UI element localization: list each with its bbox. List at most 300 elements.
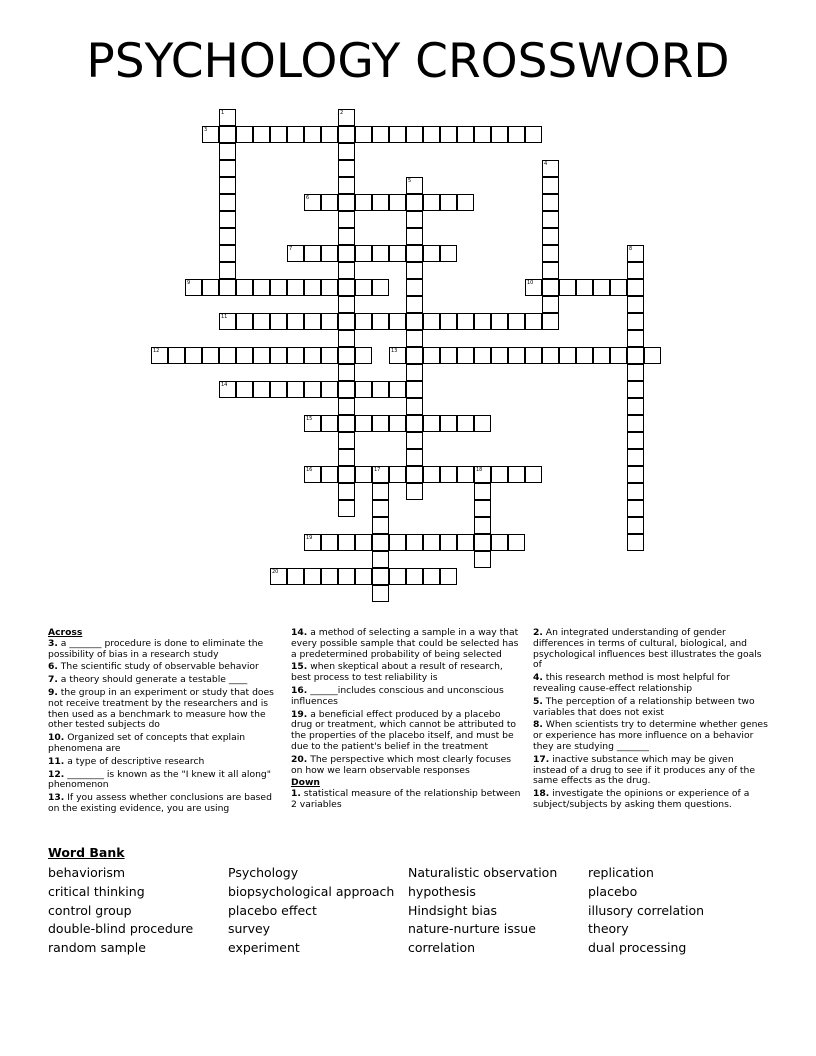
crossword-cell[interactable] [627,466,644,483]
crossword-cell[interactable] [304,381,321,398]
crossword-cell[interactable] [219,143,236,160]
crossword-cell[interactable] [338,296,355,313]
crossword-cell[interactable] [253,347,270,364]
crossword-cell[interactable] [576,279,593,296]
clue-text: the group in an experiment or study that does not receive treatment by the researchers and is then used as a benchmark to measure how the other tested subjects do [48,686,274,731]
page-title: PSYCHOLOGY CROSSWORD [86,34,730,89]
crossword-cell[interactable] [423,415,440,432]
crossword-cell[interactable] [440,194,457,211]
clue-number-label: 19. [291,708,308,720]
crossword-cell[interactable] [219,262,236,279]
clue-number: 4 [544,161,548,167]
crossword-cell[interactable] [508,313,525,330]
crossword-cell[interactable] [321,534,338,551]
crossword-cell[interactable] [423,245,440,262]
down-clue [291,789,523,811]
crossword-cell[interactable] [270,568,287,585]
crossword-cell[interactable] [287,313,304,330]
crossword-cell[interactable] [355,313,372,330]
crossword-cell[interactable] [525,466,542,483]
crossword-cell[interactable] [202,279,219,296]
crossword-cell[interactable] [389,126,406,143]
crossword-cell[interactable] [406,194,423,211]
crossword-cell[interactable] [321,279,338,296]
crossword-cell[interactable] [304,466,321,483]
crossword-cell[interactable] [474,500,491,517]
crossword-cell[interactable] [253,313,270,330]
crossword-cell[interactable] [355,415,372,432]
crossword-cell[interactable] [338,432,355,449]
crossword-cell[interactable] [508,466,525,483]
crossword-cell[interactable] [287,126,304,143]
crossword-cell[interactable] [270,279,287,296]
crossword-cell[interactable] [525,313,542,330]
crossword-cell[interactable] [423,568,440,585]
crossword-cell[interactable] [372,585,389,602]
word-bank-entry: Psychology [228,865,299,880]
crossword-cell[interactable] [406,432,423,449]
crossword-cell[interactable] [287,568,304,585]
crossword-cell[interactable] [304,415,321,432]
crossword-cell[interactable] [627,364,644,381]
crossword-cell[interactable] [321,466,338,483]
crossword-cell[interactable] [355,534,372,551]
clue-text: a _______ procedure is done to eliminate the possibility of bias in a research study [48,637,264,660]
crossword-cell[interactable] [627,500,644,517]
crossword-cell[interactable] [338,568,355,585]
crossword-cell[interactable] [627,262,644,279]
crossword-cell[interactable] [423,194,440,211]
crossword-cell[interactable] [389,313,406,330]
crossword-cell[interactable] [321,194,338,211]
crossword-cell[interactable] [355,466,372,483]
word-bank-entry: critical thinking [48,883,145,899]
crossword-cell[interactable] [406,398,423,415]
crossword-cell[interactable] [372,483,389,500]
crossword-cell[interactable] [287,279,304,296]
crossword-cell[interactable] [542,245,559,262]
crossword-cell[interactable] [304,347,321,364]
crossword-cell[interactable] [542,296,559,313]
crossword-cell[interactable] [559,279,576,296]
crossword-cell[interactable] [321,313,338,330]
crossword-cell[interactable] [627,245,644,262]
crossword-cell[interactable] [338,381,355,398]
crossword-cell[interactable] [236,381,253,398]
crossword-cell[interactable] [270,381,287,398]
crossword-cell[interactable] [372,279,389,296]
clue-number: 12 [153,348,160,354]
word-bank-entry: dual processing [588,940,687,956]
crossword-cell[interactable] [593,279,610,296]
crossword-cell[interactable] [270,126,287,143]
crossword-cell[interactable] [372,500,389,517]
crossword-cell[interactable] [406,466,423,483]
crossword-cell[interactable] [542,160,559,177]
crossword-cell[interactable] [372,534,389,551]
crossword-cell[interactable] [474,551,491,568]
crossword-cell[interactable] [440,466,457,483]
crossword-cell[interactable] [406,415,423,432]
crossword-cell[interactable] [389,466,406,483]
clue-text: An integrated understanding of gender differences in terms of cultural, biological, and psychological influences best illustrates the goals of [533,627,762,671]
across-clue [48,757,278,768]
crossword-cell[interactable] [389,415,406,432]
clue-number: 13 [391,348,398,354]
crossword-cell[interactable] [406,262,423,279]
crossword-cell[interactable] [151,347,168,364]
crossword-cell[interactable] [406,211,423,228]
crossword-cell[interactable] [457,347,474,364]
crossword-cell[interactable] [491,466,508,483]
crossword-cell[interactable] [542,228,559,245]
crossword-cell[interactable] [321,415,338,432]
crossword-cell[interactable] [440,126,457,143]
crossword-cell[interactable] [321,245,338,262]
crossword-cell[interactable] [406,279,423,296]
crossword-cell[interactable] [474,347,491,364]
crossword-cell[interactable] [644,347,661,364]
crossword-cell[interactable] [406,228,423,245]
crossword-cell[interactable] [321,347,338,364]
crossword-cell[interactable] [406,483,423,500]
crossword-cell[interactable] [457,534,474,551]
crossword-cell[interactable] [440,568,457,585]
clue-text: Organized set of concepts that explain phenomena are [48,732,246,754]
crossword-cell[interactable] [474,126,491,143]
clue-number: 3 [204,127,208,133]
crossword-cell[interactable] [185,347,202,364]
word-bank-entry: nature-nurture issue [408,921,536,937]
crossword-cell[interactable] [406,245,423,262]
crossword-cell[interactable] [372,568,389,585]
across-clue [291,755,523,777]
crossword-cell[interactable] [627,517,644,534]
crossword-cell[interactable] [406,534,423,551]
crossword-cell[interactable] [474,483,491,500]
crossword-cell[interactable] [253,126,270,143]
crossword-cell[interactable] [219,245,236,262]
crossword-cell[interactable] [389,347,406,364]
crossword-cell[interactable] [525,126,542,143]
clue-number-label: 8. [533,719,543,731]
word-bank-entry: behaviorism [48,865,126,880]
clue-number-label: 2. [533,627,543,638]
crossword-cell[interactable] [423,466,440,483]
crossword-cell[interactable] [542,279,559,296]
crossword-cell[interactable] [219,313,236,330]
crossword-cell[interactable] [508,347,525,364]
crossword-cell[interactable] [525,347,542,364]
crossword-cell[interactable] [542,262,559,279]
crossword-cell[interactable] [253,279,270,296]
crossword-cell[interactable] [610,347,627,364]
crossword-cell[interactable] [338,279,355,296]
crossword-cell[interactable] [338,449,355,466]
clue-number-label: 1. [291,788,301,800]
crossword-cell[interactable] [627,279,644,296]
crossword-cell[interactable] [287,347,304,364]
crossword-cell[interactable] [389,194,406,211]
crossword-cell[interactable] [440,415,457,432]
across-header: Across [48,627,83,638]
clue-text: The scientific study of observable behavior [57,661,259,673]
crossword-cell[interactable] [423,534,440,551]
crossword-cell[interactable] [627,483,644,500]
crossword-cell[interactable] [253,381,270,398]
clue-number: 8 [629,246,633,252]
down-clue [533,720,769,752]
clue-text: When scientists try to determine whether genes or experience has more influence on a behavior they are studying _______ [533,719,768,752]
crossword-cell[interactable] [474,415,491,432]
word-bank-entry: Hindsight bias [408,902,498,918]
crossword-cell[interactable] [406,126,423,143]
crossword-cell[interactable] [406,313,423,330]
crossword-cell[interactable] [474,534,491,551]
crossword-cell[interactable] [593,347,610,364]
crossword-cell[interactable] [406,177,423,194]
clue-text: a theory should generate a testable ____ [57,674,248,686]
crossword-cell[interactable] [542,177,559,194]
crossword-cell[interactable] [236,126,253,143]
crossword-cell[interactable] [338,313,355,330]
crossword-cell[interactable] [627,313,644,330]
word-bank-entry: random sample [48,940,146,956]
crossword-cell[interactable] [542,194,559,211]
crossword-cell[interactable] [372,381,389,398]
crossword-cell[interactable] [219,109,236,126]
crossword-cell[interactable] [406,347,423,364]
crossword-cell[interactable] [389,381,406,398]
crossword-cell[interactable] [236,279,253,296]
down-clue [533,673,769,695]
crossword-cell[interactable] [440,313,457,330]
crossword-cell[interactable] [423,347,440,364]
crossword-cell[interactable] [304,194,321,211]
crossword-cell[interactable] [508,126,525,143]
crossword-cell[interactable] [610,279,627,296]
crossword-cell[interactable] [338,398,355,415]
clue-number: 18 [476,467,483,473]
crossword-cell[interactable] [525,279,542,296]
crossword-cell[interactable] [542,211,559,228]
crossword-cell[interactable] [355,381,372,398]
clue-number-label: 6. [48,661,58,673]
crossword-cell[interactable] [338,330,355,347]
crossword-cell[interactable] [287,381,304,398]
crossword-cell[interactable] [491,126,508,143]
clue-number-label: 15. [291,661,308,673]
crossword-cell[interactable] [185,279,202,296]
crossword-cell[interactable] [236,313,253,330]
crossword-cell[interactable] [338,483,355,500]
crossword-cell[interactable] [372,415,389,432]
clue-number-label: 16. [291,684,308,696]
crossword-cell[interactable] [457,466,474,483]
crossword-cell[interactable] [219,126,236,143]
crossword-cell[interactable] [202,126,219,143]
crossword-cell[interactable] [389,534,406,551]
crossword-cell[interactable] [338,466,355,483]
crossword-cell[interactable] [423,313,440,330]
crossword-cell[interactable] [338,364,355,381]
crossword-cell[interactable] [474,517,491,534]
crossword-cell[interactable] [372,551,389,568]
clue-text: ______includes conscious and unconscious influences [291,684,504,707]
crossword-cell[interactable] [321,568,338,585]
clue-number: 2 [340,110,344,116]
word-bank-entry: placebo effect [228,902,317,918]
word-bank-entry: theory [588,921,629,937]
crossword-cell[interactable] [423,126,440,143]
word-bank-column-1 [48,864,193,958]
crossword-cell[interactable] [168,347,185,364]
crossword-cell[interactable] [219,381,236,398]
crossword-cell[interactable] [202,347,219,364]
crossword-cell[interactable] [372,517,389,534]
crossword-cell[interactable] [338,347,355,364]
crossword-cell[interactable] [338,245,355,262]
crossword-cell[interactable] [372,194,389,211]
crossword-cell[interactable] [627,330,644,347]
crossword-cell[interactable] [389,245,406,262]
crossword-cell[interactable] [219,347,236,364]
crossword-cell[interactable] [508,534,525,551]
crossword-cell[interactable] [338,177,355,194]
clue-text: investigate the opinions or experience of a subject/subjects by asking them questions. [533,788,750,810]
crossword-cell[interactable] [321,381,338,398]
word-bank-title: Word Bank [48,845,125,860]
crossword-cell[interactable] [627,347,644,364]
word-bank-entry: illusory correlation [588,902,705,918]
word-bank-entry: control group [48,902,132,918]
crossword-cell[interactable] [219,177,236,194]
crossword-cell[interactable] [338,194,355,211]
crossword-cell[interactable] [627,534,644,551]
crossword-cell[interactable] [627,296,644,313]
crossword-cell[interactable] [219,211,236,228]
crossword-cell[interactable] [372,245,389,262]
crossword-cell[interactable] [304,126,321,143]
crossword-cell[interactable] [321,126,338,143]
crossword-cell[interactable] [372,466,389,483]
crossword-cell[interactable] [491,347,508,364]
crossword-cell[interactable] [559,347,576,364]
clue-number: 1 [221,110,225,116]
word-bank-column-2 [228,864,394,958]
crossword-cell[interactable] [457,194,474,211]
crossword-cell[interactable] [406,364,423,381]
crossword-cell[interactable] [406,330,423,347]
crossword-cell[interactable] [338,211,355,228]
crossword-cell[interactable] [270,347,287,364]
crossword-cell[interactable] [338,500,355,517]
crossword-cell[interactable] [355,245,372,262]
crossword-cell[interactable] [406,381,423,398]
crossword-cell[interactable] [457,126,474,143]
crossword-cell[interactable] [338,126,355,143]
crossword-cell[interactable] [304,313,321,330]
crossword-cell[interactable] [219,160,236,177]
crossword-cell[interactable] [576,347,593,364]
crossword-cell[interactable] [389,568,406,585]
crossword-cell[interactable] [338,415,355,432]
word-bank-entry: Naturalistic observation [408,865,558,880]
crossword-cell[interactable] [491,313,508,330]
across-clue [48,733,278,755]
word-bank-entry: double-blind procedure [48,921,194,937]
word-bank-column-4 [588,864,704,958]
crossword-cell[interactable] [338,228,355,245]
word-bank-entry: experiment [228,940,300,956]
clues-column-3 [533,628,769,813]
crossword-cell[interactable] [338,143,355,160]
across-clue [48,639,278,661]
crossword-cell[interactable] [287,245,304,262]
crossword-cell[interactable] [627,415,644,432]
crossword-cell[interactable] [219,228,236,245]
crossword-cell[interactable] [372,126,389,143]
crossword-cell[interactable] [338,109,355,126]
crossword-cell[interactable] [304,279,321,296]
clue-number: 20 [272,569,279,575]
crossword-cell[interactable] [355,194,372,211]
crossword-cell[interactable] [457,415,474,432]
crossword-cell[interactable] [406,449,423,466]
crossword-cell[interactable] [542,347,559,364]
crossword-cell[interactable] [338,262,355,279]
crossword-cell[interactable] [627,432,644,449]
crossword-cell[interactable] [440,534,457,551]
crossword-cell[interactable] [440,347,457,364]
crossword-cell[interactable] [355,279,372,296]
crossword-cell[interactable] [406,296,423,313]
crossword-cell[interactable] [355,568,372,585]
crossword-cell[interactable] [338,534,355,551]
word-bank-entry: placebo [588,883,638,899]
crossword-cell[interactable] [219,279,236,296]
crossword-cell[interactable] [474,466,491,483]
clues-column-2 [291,628,523,813]
down-clue [533,789,769,811]
crossword-cell[interactable] [474,313,491,330]
clue-number: 16 [306,467,313,473]
down-clue [533,755,769,787]
crossword-cell[interactable] [457,313,474,330]
crossword-cell[interactable] [304,534,321,551]
clue-text: The perspective which most clearly focuses on how we learn observable responses [291,753,512,776]
crossword-cell[interactable] [270,313,287,330]
clue-number-label: 14. [291,627,308,638]
crossword-cell[interactable] [491,534,508,551]
crossword-cell[interactable] [304,245,321,262]
crossword-cell[interactable] [406,568,423,585]
crossword-cell[interactable] [355,347,372,364]
crossword-cell[interactable] [627,381,644,398]
crossword-cell[interactable] [627,398,644,415]
crossword-cell[interactable] [355,126,372,143]
crossword-cell[interactable] [542,313,559,330]
crossword-cell[interactable] [236,347,253,364]
crossword-cell[interactable] [304,568,321,585]
crossword-cell[interactable] [627,449,644,466]
word-bank-entry: replication [588,865,654,880]
crossword-cell[interactable] [338,160,355,177]
clue-text: a method of selecting a sample in a way that every possible sample that could be selected has a predetermined probability of being selected [291,627,519,660]
crossword-cell[interactable] [372,313,389,330]
crossword-cell[interactable] [219,194,236,211]
crossword-cell[interactable] [440,245,457,262]
